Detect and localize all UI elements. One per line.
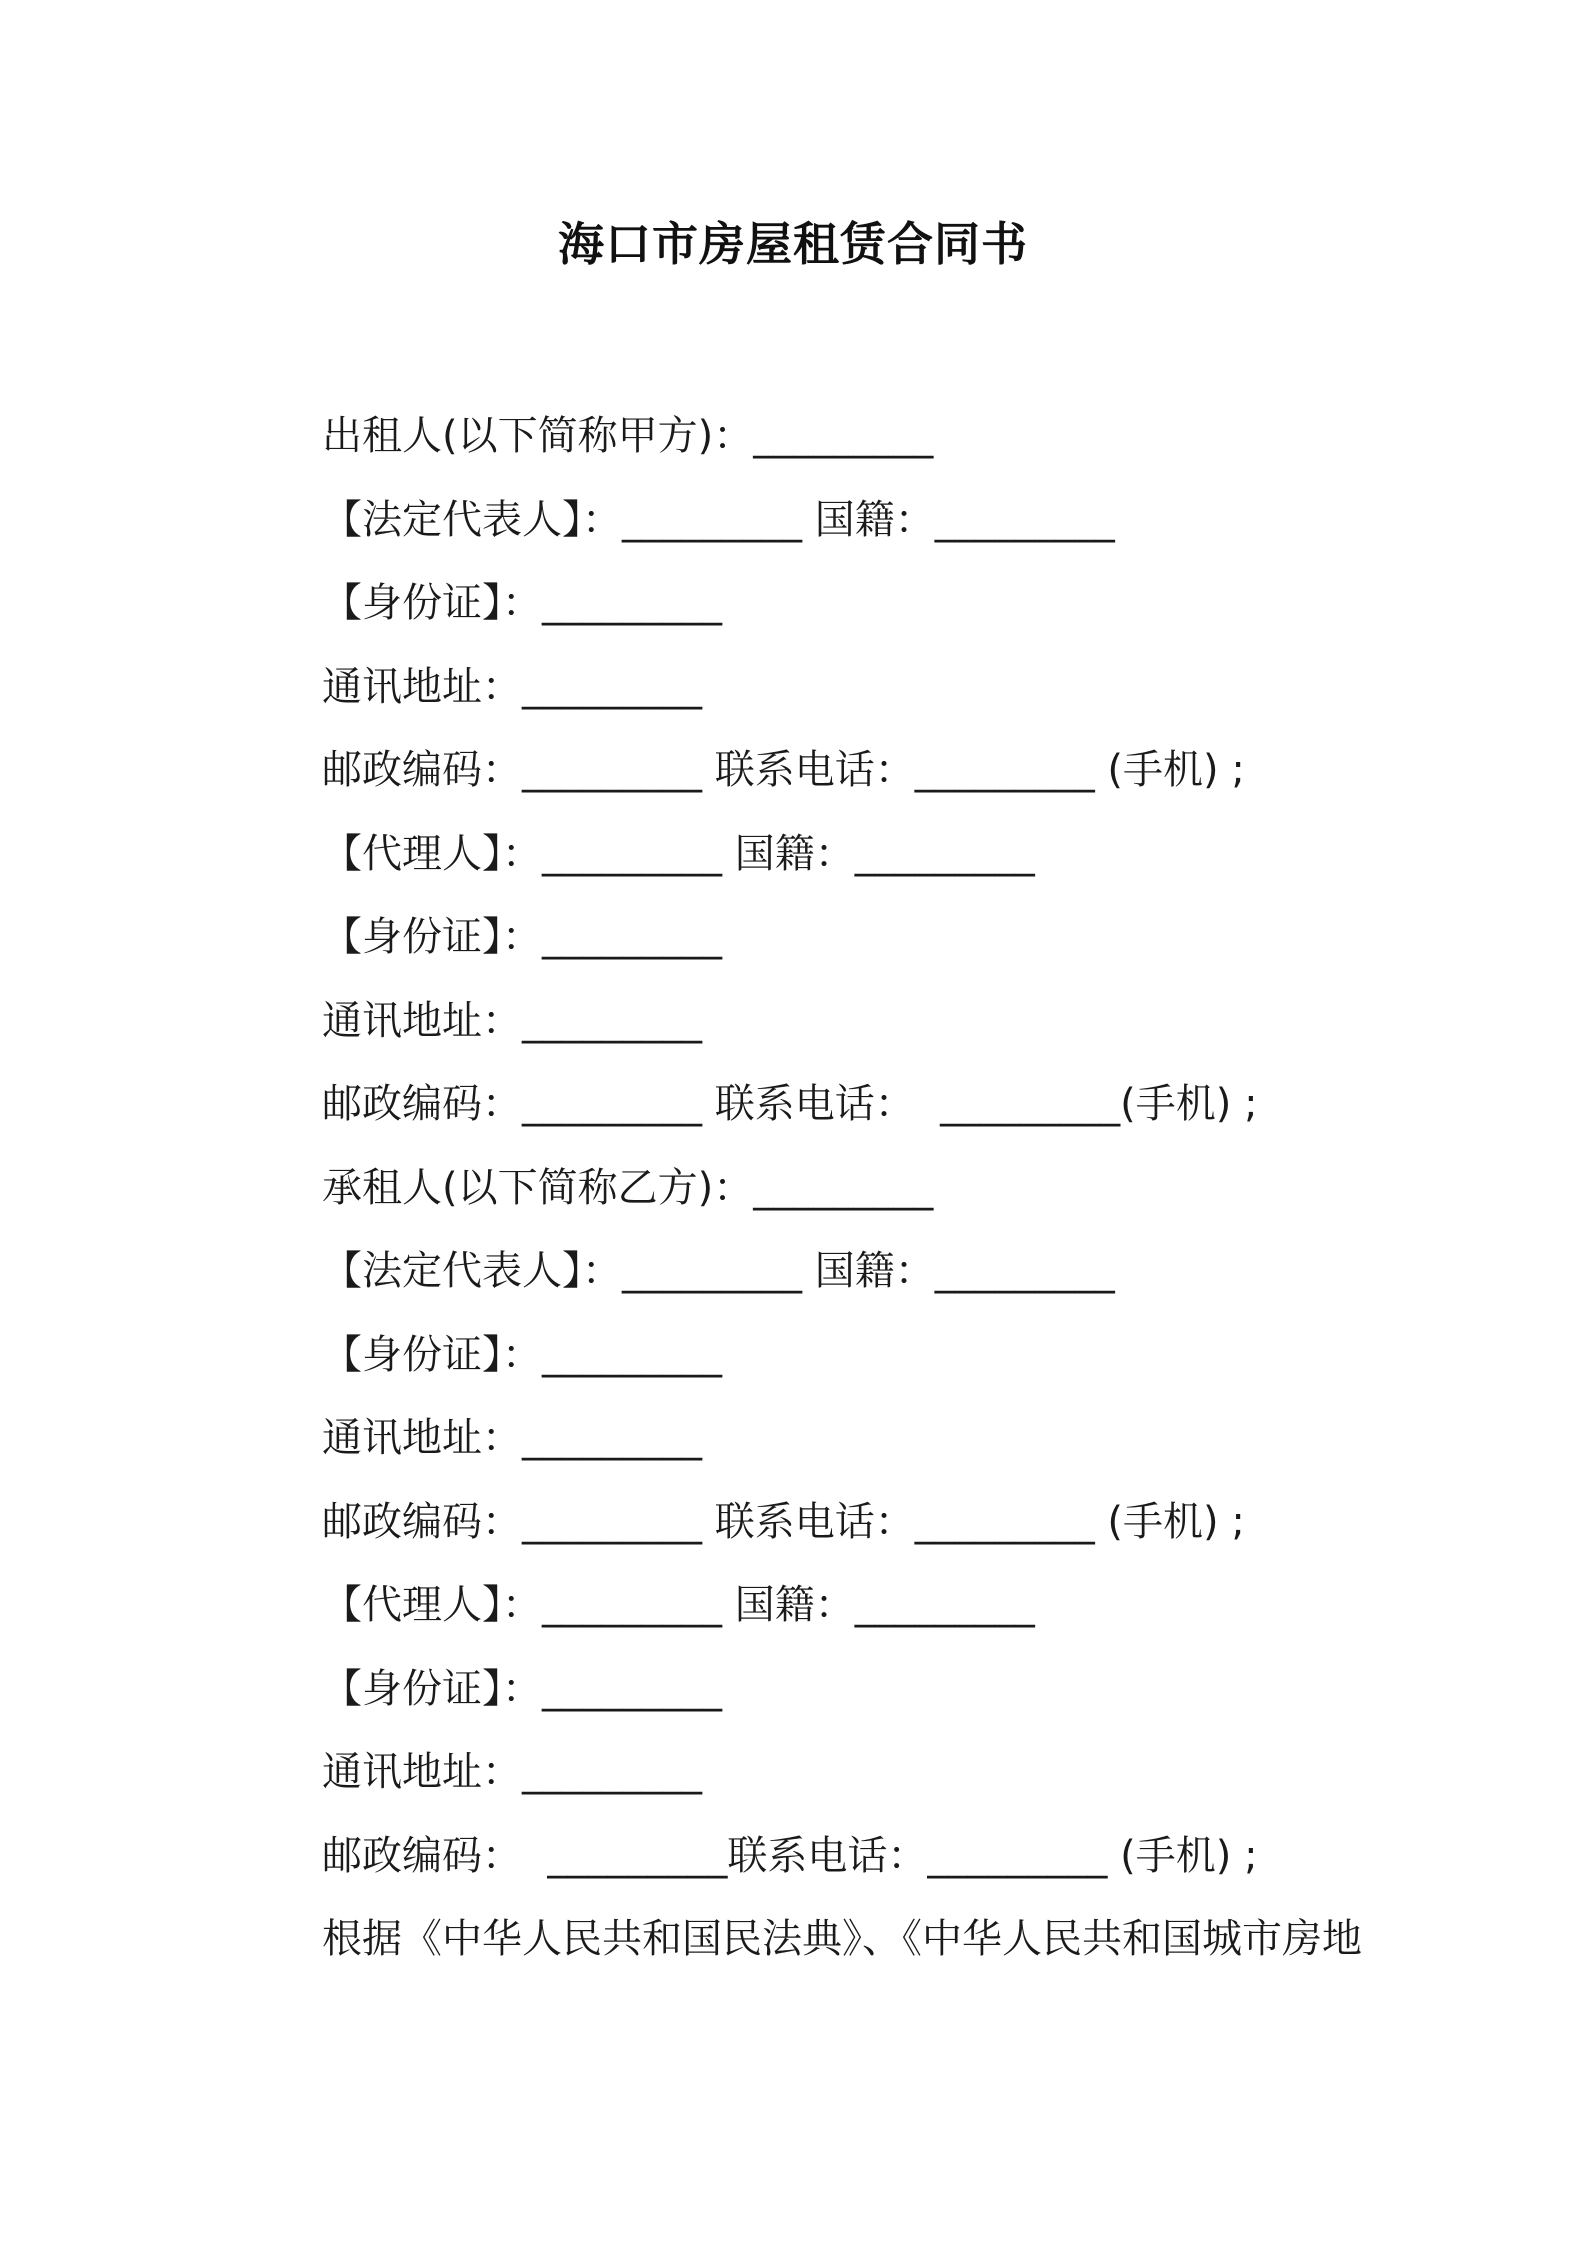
lessor-agent-address-line: 通讯地址：_________ (322, 998, 702, 1044)
legal-basis-line: 根据《中华人民共和国民法典》、《中华人民共和国城市房地 (322, 1916, 1362, 1962)
document-title: 海口市房屋租赁合同书 (558, 217, 1028, 271)
lessee-agent-address-line: 通讯地址：_________ (322, 1749, 702, 1795)
lessee-legal-rep-line: 【法定代表人】：_________ 国籍：_________ (322, 1248, 1115, 1294)
lessor-agent-line: 【代理人】：_________ 国籍：_________ (322, 831, 1035, 877)
lessee-id-card-line: 【身份证】：_________ (322, 1332, 722, 1378)
lessee-name-line: 承租人(以下简称乙方)：_________ (322, 1165, 934, 1211)
lessee-agent-line: 【代理人】：_________ 国籍：_________ (322, 1582, 1035, 1628)
lessor-id-card-line: 【身份证】：_________ (322, 580, 722, 626)
lessor-agent-postcode-phone-line: 邮政编码：_________ 联系电话： _________(手机) ; (322, 1081, 1258, 1127)
lessee-address-line: 通讯地址：_________ (322, 1415, 702, 1461)
lessor-postcode-phone-line: 邮政编码：_________ 联系电话：_________ (手机) ; (322, 747, 1245, 793)
lessor-name-line: 出租人(以下简称甲方)：_________ (322, 413, 934, 459)
lessor-legal-rep-line: 【法定代表人】：_________ 国籍：_________ (322, 497, 1115, 543)
lessee-agent-postcode-phone-line: 邮政编码： _________联系电话：_________ (手机) ; (322, 1833, 1258, 1879)
lessor-agent-id-card-line: 【身份证】：_________ (322, 914, 722, 960)
lessee-agent-id-card-line: 【身份证】：_________ (322, 1666, 722, 1712)
lessee-postcode-phone-line: 邮政编码：_________ 联系电话：_________ (手机) ; (322, 1499, 1245, 1545)
lessor-address-line: 通讯地址：_________ (322, 664, 702, 710)
